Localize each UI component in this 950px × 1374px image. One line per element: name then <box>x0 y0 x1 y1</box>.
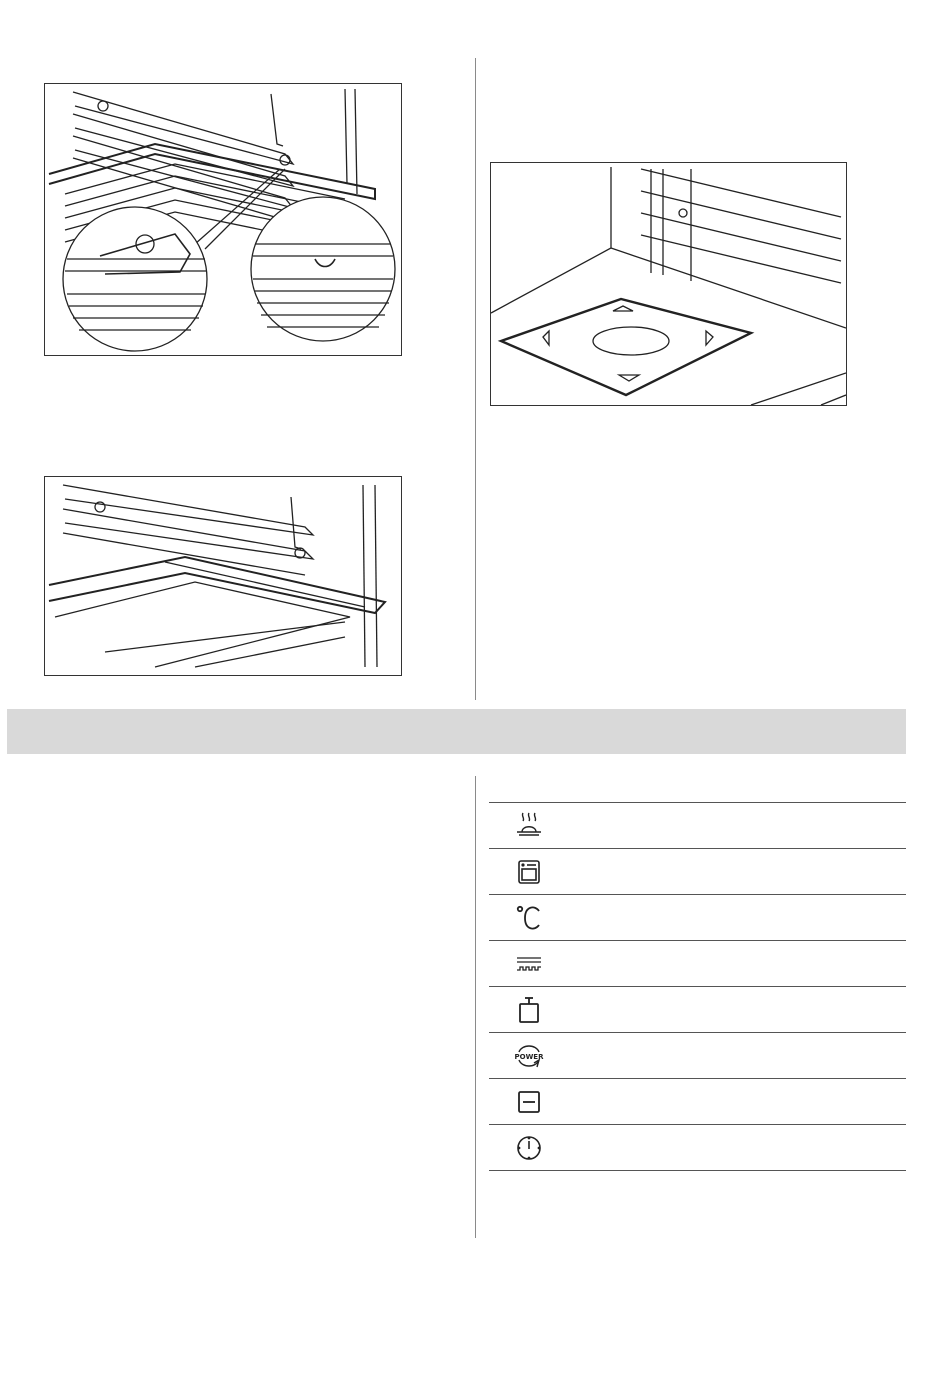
power-icon <box>513 1040 545 1072</box>
table-row <box>489 802 906 848</box>
table-row <box>489 986 906 1032</box>
temperature-icon <box>513 902 545 934</box>
timer-icon <box>513 994 545 1026</box>
table-row <box>489 940 906 986</box>
section-heading-band <box>7 709 906 754</box>
oven-function-icon <box>513 856 545 888</box>
oven-floor-insert-figure <box>490 162 847 406</box>
svg-text:POWER: POWER <box>514 1053 544 1061</box>
keep-warm-icon <box>513 810 545 842</box>
fast-heat-up-icon <box>513 948 545 980</box>
table-row <box>489 1032 906 1078</box>
column-rule-top <box>475 58 476 700</box>
table-row <box>489 848 906 894</box>
column-rule-bottom <box>475 776 476 1238</box>
minus-icon <box>513 1086 545 1118</box>
table-row <box>489 894 906 940</box>
clock-icon <box>513 1132 545 1164</box>
oven-tray-insertion-figure <box>44 476 402 676</box>
oven-shelf-insertion-figure <box>44 83 402 356</box>
control-symbols-table <box>489 802 906 1171</box>
table-row <box>489 1124 906 1171</box>
table-row <box>489 1078 906 1124</box>
